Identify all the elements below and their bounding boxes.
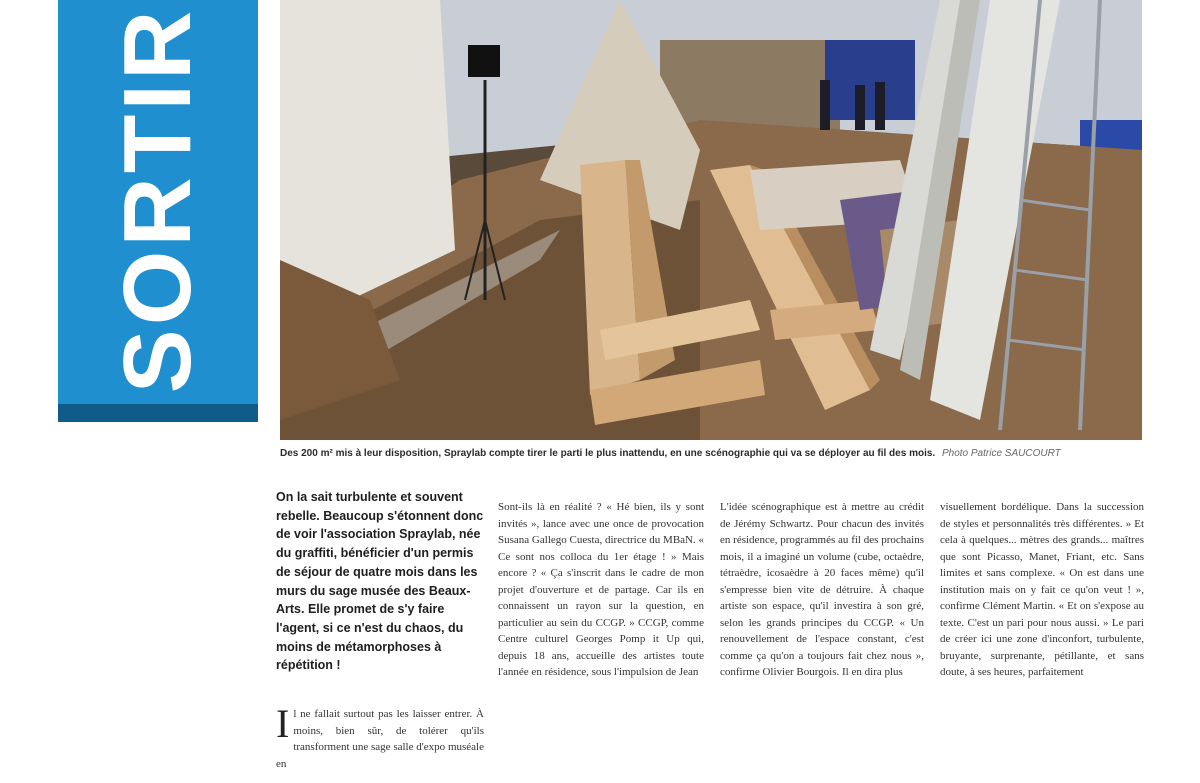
article-column-2 [498, 499, 704, 681]
article-column-3 [720, 499, 924, 681]
photo-credit: Photo Patrice SAUCOURT [941, 448, 1061, 459]
column-3-text: L'idée scénographique est à mettre au crédit de Jérémy Schwartz. Pour chacun des invités en résidence, programmés au fil des prochains mois, il a imaginé un volume (cube, octaèdre, tétraèdre, icosaèdre à 20 faces même) qu'il s'empresse bien vite de détruire. À chaque artiste son espace, qu'il investira à son gré, selon les grands principes du CCGP. « Un renouvellement de l'espace constant, c'est comme ça qu'on a toujours fait chez nous », confirme Olivier Bourgois. Il en dira plus [720, 501, 924, 678]
column-1-text: l ne fallait surtout pas les laisser entrer. À moins, bien sûr, de tolérer qu'ils transforment une sage salle d'expo muséale en [276, 708, 484, 770]
drop-cap: I [276, 701, 290, 746]
section-kicker: SORTIR [104, 6, 211, 394]
section-band-footer [58, 404, 258, 422]
photo-caption [280, 446, 1142, 462]
article-column-4 [940, 499, 1144, 681]
article-lead: On la sait turbulente et souvent rebelle. Beaucoup s'étonnent donc de voir l'association Spraylab, née du graffiti, bénéficier d'un permis de séjour de quatre mois dans les murs du sage musée des Beaux-Arts. Elle promet de s'y faire l'agent, si ce n'est du chaos, du moins de métamorphoses à répétition ! [276, 490, 484, 673]
caption-text: Des 200 m² mis à leur disposition, Spraylab compte tirer le parti le plus inattendu, en une scénographie qui va se déployer au fil des mois. [280, 448, 936, 459]
article-photo [280, 0, 1142, 440]
column-4-text: visuellement bordélique. Dans la succession de styles et personnalités très différentes. » Et cela à quelques... mètres des grands... maîtres que sont Picasso, Manet, Friant, etc. Sans limites et sans complexe. « On est dans une institution mais on y fait ce qu'on veut ! », confirme Clément Martin. « Et on s'expose au texte. C'est un pari pour nous aussi. » Le pari de créer ici une zone d'inconfort, turbulente, bruyante, surprenante, pétillante, et sans doute, à ses heures, parfaitement [940, 501, 1144, 678]
photo-scene [280, 0, 1142, 440]
column-2-text: Sont-ils là en réalité ? « Hé bien, ils y sont invités », lance avec une once de provocation Susana Gallego Cuesta, directrice du MBaN. « Ce sont nos colloca du 1er étage ! » Mais encore ? « Ça s'inscrit dans le cadre de mon projet d'ouverture et de partage. Car ils en connaissent un rayon sur la question, en particulier au sein du CCGP. » CCGP, comme Centre culturel Georges Pomp it Up qui, depuis 18 ans, accueille des artistes toute l'année en résidence, sous l'impulsion de Jean [498, 501, 704, 678]
article-column-1 [276, 701, 484, 772]
